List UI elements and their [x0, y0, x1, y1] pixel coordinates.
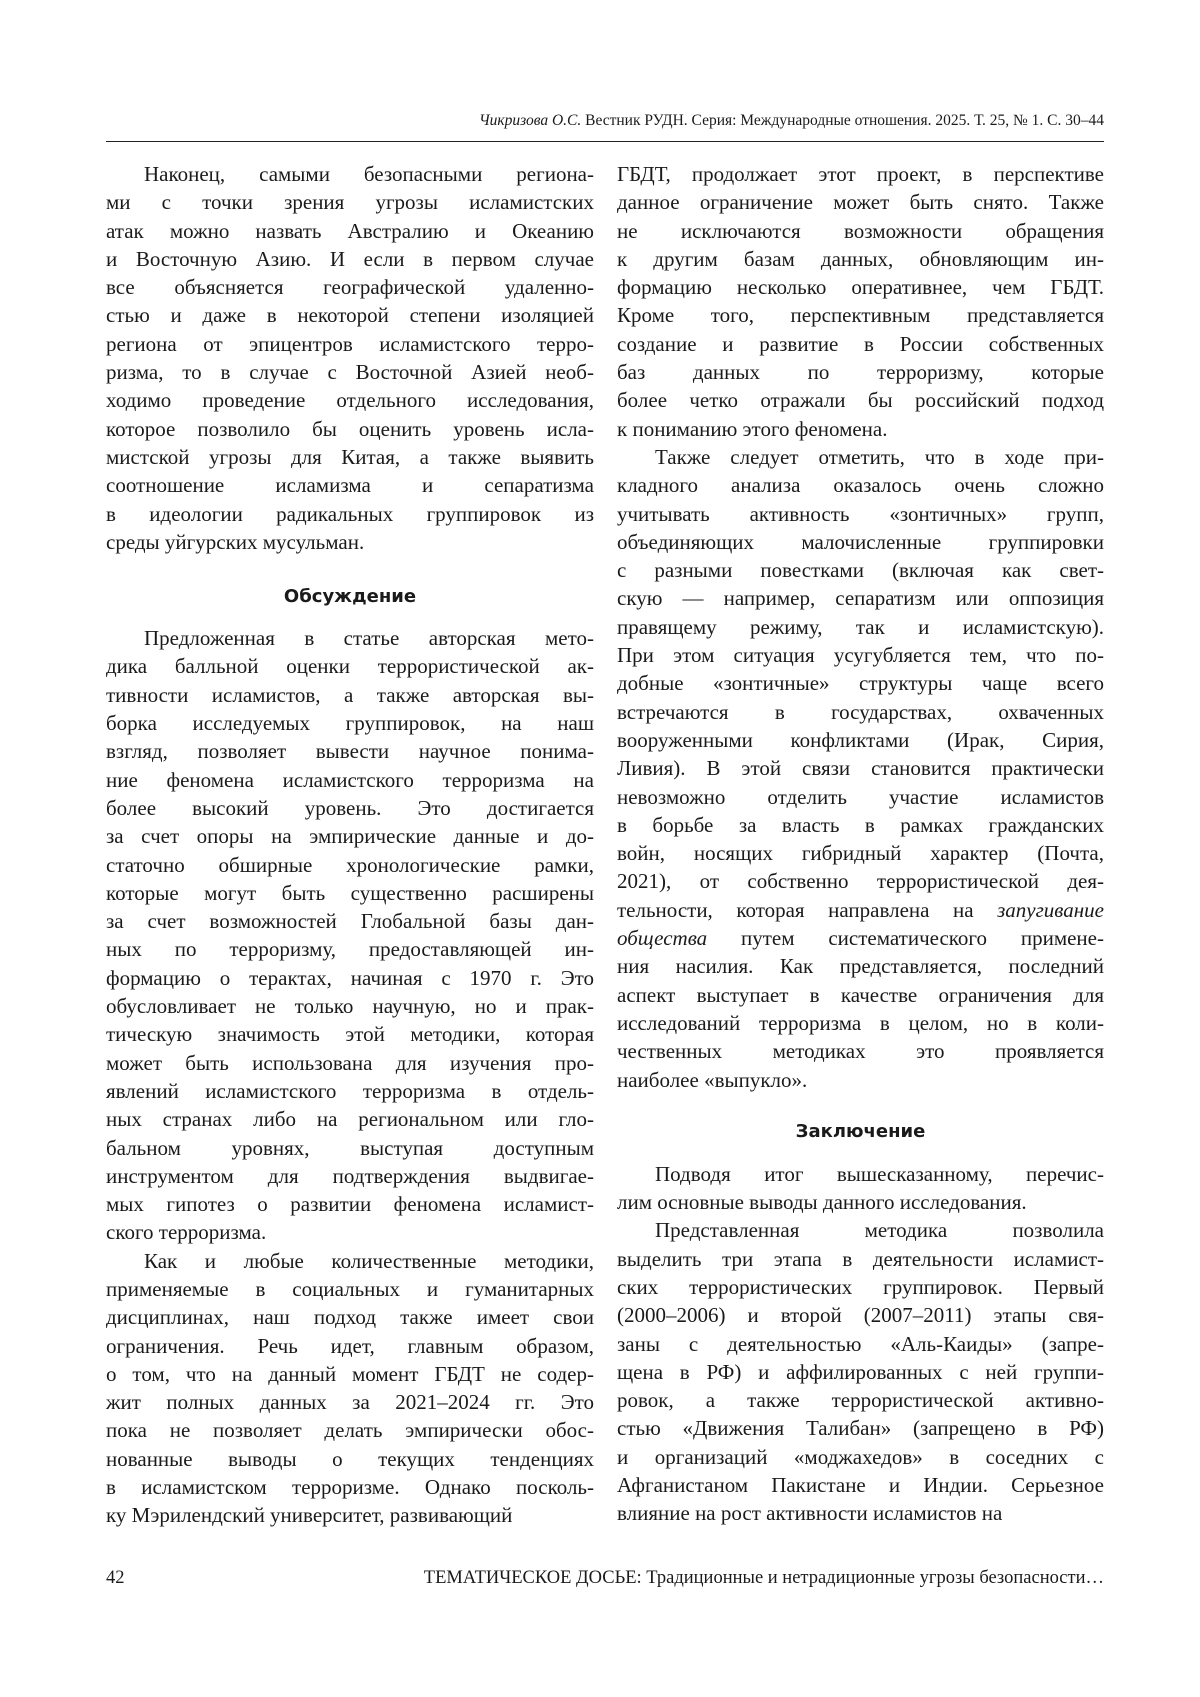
- text-line: ных странах либо на региональном или гло-: [106, 1105, 594, 1133]
- text-span: путем систематического примене-: [707, 926, 1104, 950]
- left-column: [106, 160, 594, 1530]
- text-line: лим основные выводы данного исследования.: [617, 1188, 1104, 1216]
- text-line: выделить три этапа в деятельности исламист-: [617, 1245, 1104, 1273]
- text-line: аспект выступает в качестве ограничения для: [617, 981, 1104, 1009]
- text-line: взгляд, позволяет вывести научное понима-: [106, 737, 594, 765]
- text-line: скую — например, сепаратизм или оппозиция: [617, 584, 1104, 612]
- italic-text: запугивание: [997, 898, 1104, 922]
- section-heading: Заключение: [617, 1118, 1104, 1146]
- text-line: может быть использована для изучения про-: [106, 1049, 594, 1077]
- text-line: ных по терроризму, предоставляющей ин-: [106, 935, 594, 963]
- text-line: [617, 896, 1104, 924]
- header-author: Чикризова О.С.: [479, 112, 581, 129]
- text-line: данное ограничение может быть снято. Также: [617, 188, 1104, 216]
- text-line: формацию несколько оперативнее, чем ГБДТ.: [617, 273, 1104, 301]
- text-line: нованные выводы о текущих тенденциях: [106, 1445, 594, 1473]
- text-line: Подводя итог вышесказанному, перечис-: [617, 1160, 1104, 1188]
- text-line: явлений исламистского терроризма в отдель-: [106, 1077, 594, 1105]
- text-line: стью «Движения Талибан» (запрещено в РФ): [617, 1414, 1104, 1442]
- text-line: Кроме того, перспективным представляется: [617, 301, 1104, 329]
- text-line: Также следует отметить, что в ходе при-: [617, 443, 1104, 471]
- text-line: правящему режиму, так и исламистскую).: [617, 613, 1104, 641]
- text-line: мистской угрозы для Китая, а также выявить: [106, 443, 594, 471]
- text-line: Представленная методика позволила: [617, 1216, 1104, 1244]
- text-line: влияние на рост активности исламистов на: [617, 1499, 1104, 1527]
- text-line: добные «зонтичные» структуры чаще всего: [617, 669, 1104, 697]
- text-line: 2021), от собственно террористической дея-: [617, 867, 1104, 895]
- paragraph: [617, 160, 1104, 443]
- header-citation: Вестник РУДН. Серия: Международные отношения. 2025. Т. 25, № 1. С. 30–44: [581, 112, 1104, 129]
- text-line: тивности исламистов, а также авторская вы-: [106, 681, 594, 709]
- text-line: соотношение исламизма и сепаратизма: [106, 471, 594, 499]
- paragraph: [617, 1160, 1104, 1217]
- text-line: о том, что на данный момент ГБДТ не содер-: [106, 1360, 594, 1388]
- page-number: 42: [106, 1568, 125, 1589]
- text-line: за счет возможностей Глобальной базы дан-: [106, 907, 594, 935]
- text-line: региона от эпицентров исламистского терро-: [106, 330, 594, 358]
- text-line: формацию о терактах, начиная с 1970 г. Это: [106, 964, 594, 992]
- text-line: невозможно отделить участие исламистов: [617, 783, 1104, 811]
- text-line: дика балльной оценки террористической ак-: [106, 652, 594, 680]
- text-line: в борьбе за власть в рамках гражданских: [617, 811, 1104, 839]
- text-line: Афганистаном Пакистане и Индии. Серьезное: [617, 1471, 1104, 1499]
- text-line: ограничения. Речь идет, главным образом,: [106, 1332, 594, 1360]
- text-line: ровок, а также террористической активно-: [617, 1386, 1104, 1414]
- text-line: применяемые в социальных и гуманитарных: [106, 1275, 594, 1303]
- text-line: более четко отражали бы российский подход: [617, 386, 1104, 414]
- text-line: стью и даже в некоторой степени изоляцией: [106, 301, 594, 329]
- right-column: [617, 160, 1104, 1528]
- footer-section-title: ТЕМАТИЧЕСКОЕ ДОСЬЕ: Традиционные и нетрадиционные угрозы безопасности…: [424, 1568, 1104, 1589]
- text-line: Как и любые количественные методики,: [106, 1247, 594, 1275]
- text-line: ГБДТ, продолжает этот проект, в перспективе: [617, 160, 1104, 188]
- text-line: мых гипотез о развитии феномена исламист-: [106, 1190, 594, 1218]
- paragraph: [106, 160, 594, 556]
- text-line: жит полных данных за 2021–2024 гг. Это: [106, 1388, 594, 1416]
- text-line: инструментом для подтверждения выдвигае-: [106, 1162, 594, 1190]
- text-line: Наконец, самыми безопасными региона-: [106, 160, 594, 188]
- text-line: войн, носящих гибридный характер (Почта,: [617, 839, 1104, 867]
- text-line: Ливия). В этой связи становится практически: [617, 754, 1104, 782]
- text-line: с разными повестками (включая как свет-: [617, 556, 1104, 584]
- text-line: среды уйгурских мусульман.: [106, 528, 594, 556]
- text-line: (2000–2006) и второй (2007–2011) этапы свя-: [617, 1301, 1104, 1329]
- text-line: борка исследуемых группировок, на наш: [106, 709, 594, 737]
- text-line: наиболее «выпукло».: [617, 1066, 1104, 1094]
- text-line: атак можно назвать Австралию и Океанию: [106, 217, 594, 245]
- text-line: не исключаются возможности обращения: [617, 217, 1104, 245]
- text-line: пока не позволяет делать эмпирически обос-: [106, 1416, 594, 1444]
- paragraph: [617, 1216, 1104, 1527]
- text-line: ми с точки зрения угрозы исламистских: [106, 188, 594, 216]
- text-line: учитывать активность «зонтичных» групп,: [617, 500, 1104, 528]
- text-line: ского терроризма.: [106, 1218, 594, 1246]
- section-heading: Обсуждение: [106, 583, 594, 611]
- text-line: и Восточную Азию. И если в первом случае: [106, 245, 594, 273]
- text-line: которые могут быть существенно расширены: [106, 879, 594, 907]
- text-line: которое позволило бы оценить уровень исла-: [106, 415, 594, 443]
- text-line: за счет опоры на эмпирические данные и до-: [106, 822, 594, 850]
- text-line: При этом ситуация усугубляется тем, что по-: [617, 641, 1104, 669]
- paragraph: [617, 443, 1104, 1094]
- text-line: бальном уровнях, выступая доступным: [106, 1134, 594, 1162]
- text-line: исследований терроризма в целом, но в коли-: [617, 1009, 1104, 1037]
- text-line: в идеологии радикальных группировок из: [106, 500, 594, 528]
- text-line: дисциплинах, наш подход также имеет свои: [106, 1303, 594, 1331]
- text-line: более высокий уровень. Это достигается: [106, 794, 594, 822]
- text-line: встречаются в государствах, охваченных: [617, 698, 1104, 726]
- text-line: ризма, то в случае с Восточной Азией необ-: [106, 358, 594, 386]
- text-line: вооруженными конфликтами (Ирак, Сирия,: [617, 726, 1104, 754]
- text-line: обусловливает не только научную, но и прак-: [106, 992, 594, 1020]
- text-line: статочно обширные хронологические рамки,: [106, 851, 594, 879]
- text-line: к пониманию этого феномена.: [617, 415, 1104, 443]
- text-line: тическую значимость этой методики, которая: [106, 1020, 594, 1048]
- text-line: ку Мэрилендский университет, развивающий: [106, 1501, 594, 1529]
- text-span: тельности, которая направлена на: [617, 898, 997, 922]
- text-line: ние феномена исламистского терроризма на: [106, 766, 594, 794]
- text-line: ния насилия. Как представляется, последний: [617, 952, 1104, 980]
- text-line: [617, 924, 1104, 952]
- text-line: к другим базам данных, обновляющим ин-: [617, 245, 1104, 273]
- text-line: все объясняется географической удаленно-: [106, 273, 594, 301]
- italic-text: общества: [617, 926, 707, 950]
- text-line: щена в РФ) и аффилированных с ней группи-: [617, 1358, 1104, 1386]
- text-line: кладного анализа оказалось очень сложно: [617, 471, 1104, 499]
- text-line: баз данных по терроризму, которые: [617, 358, 1104, 386]
- text-line: в исламистском терроризме. Однако посколь-: [106, 1473, 594, 1501]
- running-header: [106, 112, 1104, 130]
- paragraph: [106, 1247, 594, 1530]
- text-line: чественных методиках это проявляется: [617, 1037, 1104, 1065]
- paragraph: [106, 624, 594, 1247]
- text-line: ходимо проведение отдельного исследования,: [106, 386, 594, 414]
- text-line: заны с деятельностью «Аль-Каиды» (запре-: [617, 1330, 1104, 1358]
- text-line: ских террористических группировок. Первый: [617, 1273, 1104, 1301]
- text-line: и организаций «моджахедов» в соседних с: [617, 1443, 1104, 1471]
- header-rule: [106, 141, 1104, 142]
- text-line: объединяющих малочисленные группировки: [617, 528, 1104, 556]
- text-line: создание и развитие в России собственных: [617, 330, 1104, 358]
- text-line: Предложенная в статье авторская мето-: [106, 624, 594, 652]
